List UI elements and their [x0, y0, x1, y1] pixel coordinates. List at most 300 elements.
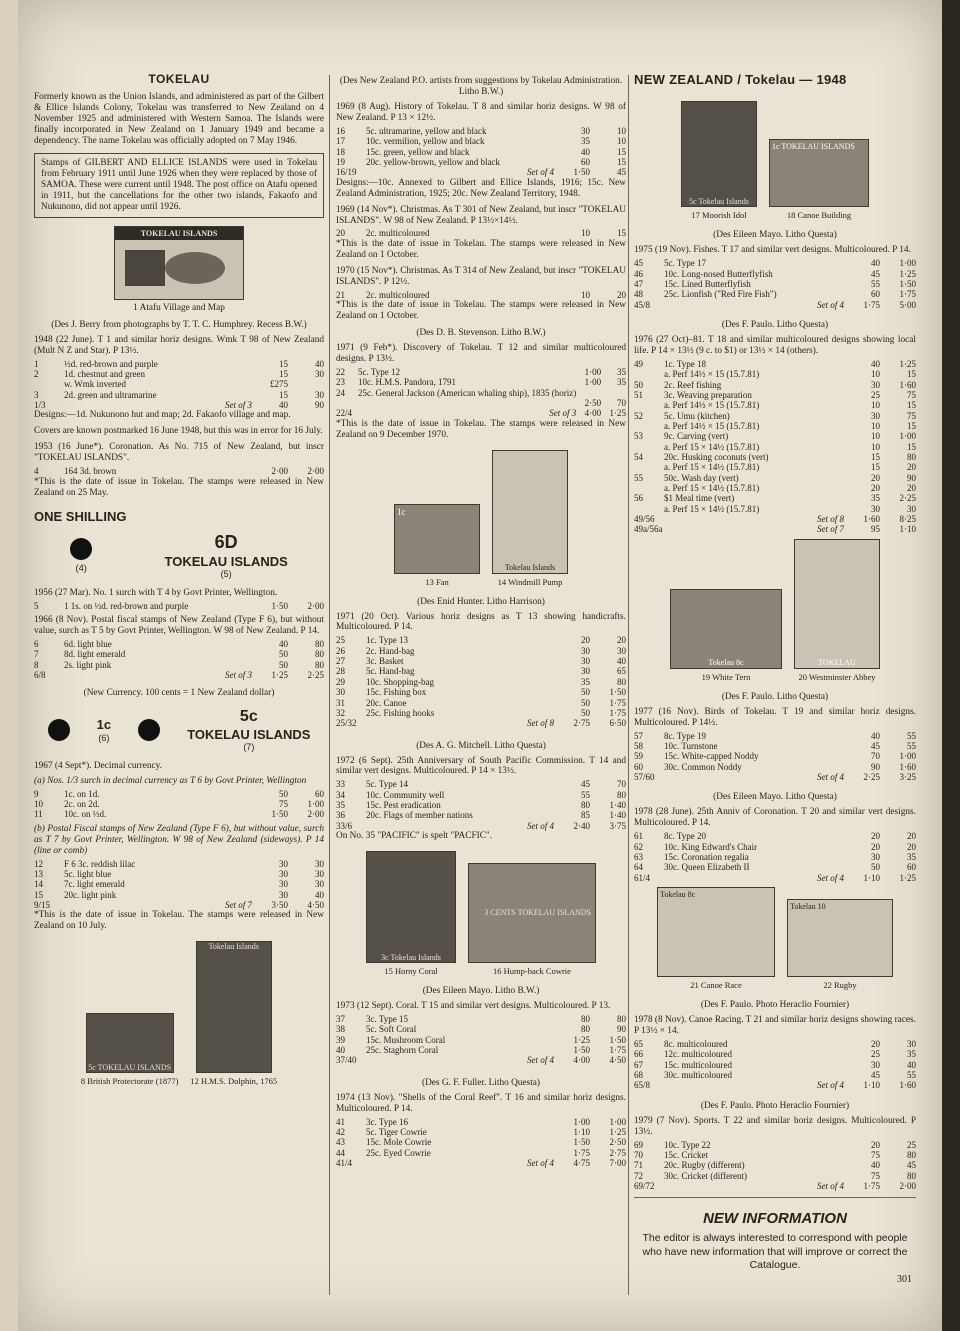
table-cell: 22 [336, 366, 345, 377]
table-cell: 55 [581, 789, 590, 800]
new-information-text: The editor is always interested to correspond with people who have new information that will improve or correct the Catalogue. [642, 1231, 908, 1272]
table-cell: 10 [617, 125, 626, 136]
table-cell: 50 [634, 379, 643, 390]
page-number: 301 [897, 1274, 912, 1285]
table-cell: 5c. Type 12 [358, 366, 400, 377]
table-cell: 3 [34, 389, 39, 400]
table-cell: 20c. Canoe [366, 697, 407, 708]
table-row [634, 483, 916, 493]
table-row [634, 1181, 916, 1191]
table-cell: 15c. Pest eradication [366, 800, 441, 811]
table-row [336, 1158, 626, 1168]
table-cell: 45 [871, 268, 880, 279]
table-cell: 1·50 [899, 278, 916, 289]
table-cell: 30 [336, 687, 345, 698]
table-cell: 53 [634, 431, 643, 442]
table-row [634, 473, 916, 483]
table-cell: a. Perf 15 × 14½ (15.7.81) [664, 483, 760, 494]
table-cell: 1·25 [899, 358, 916, 369]
table-row [336, 1035, 626, 1045]
table-cell: 20 [871, 831, 880, 842]
table-cell: 15 [907, 420, 916, 431]
stamp-label: Tokelau 8c [708, 658, 744, 668]
table-cell: 49 [634, 358, 643, 369]
table-cell: 3c. Basket [366, 656, 404, 667]
table-cell: 4·50 [609, 1055, 626, 1066]
stamp-image [769, 139, 869, 207]
table-cell: 44 [336, 1147, 345, 1158]
table-cell: 2·25 [863, 772, 880, 783]
issue-intro: 1978 (8 Nov). Canoe Racing. T 21 and similar horiz designs showing races. P 13½ × 14. [634, 1015, 916, 1036]
stamp-caption: 20 Westminster Abbey [798, 671, 876, 682]
table-cell: 45 [617, 167, 626, 178]
table-cell: Set of 4 [817, 299, 844, 310]
stamp-caption: 22 Rugby [823, 980, 857, 991]
table-cell: 5c. Umu (kitchen) [664, 410, 730, 421]
table-cell: 80 [907, 452, 916, 462]
table-row [336, 398, 626, 408]
issue-note: *This is the date of issue in Tokelau. The stamps were released in New Zealand on 1 October. [336, 300, 626, 321]
table-cell: 2c. Hand-bag [366, 645, 415, 656]
table-row [336, 810, 626, 820]
table-row [634, 842, 916, 852]
table-cell: 3·75 [609, 820, 626, 831]
stamp-label: Tokelau 8c [660, 890, 696, 900]
table-cell: 35 [336, 800, 345, 811]
column-rule [329, 75, 330, 1295]
table-cell: 30 [315, 868, 324, 879]
issue-table [634, 359, 916, 535]
table-cell: a. Perf 14½ × 15 (15.7.81) [664, 420, 760, 431]
table-cell: 8c. multicoloured [664, 1038, 728, 1049]
table-cell: 2·00 [307, 809, 324, 820]
table-cell: 3c. Weaving preparation [664, 389, 752, 400]
table-cell: 40 [315, 889, 324, 900]
table-cell [634, 369, 664, 379]
stamp-caption: 21 Canoe Race [690, 980, 742, 991]
table-cell: 30 [279, 868, 288, 879]
stamp-image [114, 226, 244, 300]
issue-note: Designs:—1d. Nukunono hut and map; 2d. Fakaofo village and map. [34, 410, 291, 421]
stamp-1 [34, 226, 324, 314]
table-cell: 30c. multicoloured [664, 1069, 732, 1080]
table-cell: 40 [617, 656, 626, 667]
issue-intro: 1969 (8 Aug). History of Tokelau. T 8 and similar horiz designs. W 98 of New Zealand. P 13 × 12½. [336, 101, 626, 123]
table-cell: 4·00 [584, 408, 602, 419]
table-cell: 62 [634, 841, 643, 852]
table-cell: 15c. Lined Butterflyfish [664, 278, 751, 289]
table-cell: 80 [315, 659, 324, 670]
column-middle [336, 70, 626, 1168]
table-cell: 40 [907, 1059, 916, 1070]
table-cell: 1 [34, 358, 39, 369]
table-cell: 5c. Type 14 [366, 779, 408, 790]
table-cell: 65/8 [634, 1080, 651, 1091]
table-cell: 80 [315, 649, 324, 660]
table-cell: 2d. green and ultramarine [64, 389, 157, 400]
table-row [336, 1117, 626, 1127]
table-cell: 20c. Husking coconuts (vert) [664, 452, 769, 462]
map-icon [115, 240, 243, 296]
issue-table [336, 228, 626, 238]
table-cell: 30 [581, 125, 590, 136]
table-row [634, 493, 916, 503]
table-row [634, 731, 916, 741]
table-cell: 1·50 [573, 167, 590, 178]
table-cell: Set of 4 [817, 772, 844, 783]
table-row [34, 879, 324, 889]
table-cell: 5·00 [899, 299, 916, 310]
column-left [34, 70, 324, 1090]
surcharge-block-1 [34, 532, 324, 580]
table-cell: 2c. Reef fishing [664, 379, 722, 390]
table-cell: 40 [279, 638, 288, 649]
table-cell: 1·10 [899, 524, 916, 535]
issue-note: On No. 35 "PACIFIC" is spelt "PACFIC". [336, 831, 493, 842]
table-cell: 21 [336, 289, 345, 300]
table-cell: 1 1s. on ½d. red-brown and purple [64, 600, 189, 611]
table-row [634, 390, 916, 400]
table-cell: 64 [634, 862, 643, 873]
table-cell: 54 [634, 452, 643, 462]
table-cell: 15 [907, 400, 916, 411]
table-row [634, 462, 916, 472]
stamp-label: 1c TOKELAU ISLANDS [772, 142, 855, 152]
table-cell: 1·25 [271, 670, 288, 680]
table-row [634, 289, 916, 299]
table-cell: 1·10 [863, 872, 880, 883]
table-cell: 10 [581, 289, 590, 300]
table-cell: 1·00 [899, 751, 916, 762]
table-cell: 35 [907, 1049, 916, 1060]
stamp-12 [190, 941, 277, 1086]
stamp-label: 1c [397, 506, 406, 517]
table-cell: 40 [336, 1045, 345, 1056]
table-cell: £275 [270, 379, 288, 390]
stamp-8 [81, 1013, 179, 1086]
table-cell: 1·10 [573, 1127, 590, 1138]
table-cell: 15 [617, 146, 626, 157]
new-information-title: NEW INFORMATION [703, 1210, 847, 1228]
table-cell: Set of 4 [817, 872, 844, 883]
table-cell: 2·75 [609, 1147, 626, 1158]
table-cell: 7 [34, 649, 39, 660]
table-cell [288, 379, 324, 389]
table-cell: Set of 4 [527, 1055, 554, 1066]
design-credit: (Des Eileen Mayo. Litho Questa) [713, 792, 837, 803]
stamp-label: 5c TOKELAU ISLANDS [88, 1062, 172, 1072]
design-credit: (Des Eileen Mayo. Litho B.W.) [422, 986, 540, 997]
table-cell: 10 [871, 420, 880, 431]
table-row [336, 147, 626, 157]
table-cell: 30 [871, 410, 880, 421]
table-cell: 33/6 [336, 820, 353, 831]
section-title: TOKELAU [148, 72, 210, 86]
design-credit: (Des Enid Hunter. Litho Harrison) [417, 596, 545, 607]
table-row [336, 1014, 626, 1024]
table-cell: 26 [336, 645, 345, 656]
table-row [336, 1148, 626, 1158]
issue-intro: 1973 (12 Sept). Coral. T 15 and similar vert designs. Multicoloured. P 13. [336, 1001, 611, 1012]
stamp-14 [492, 450, 568, 587]
table-cell: 6·50 [609, 718, 626, 729]
table-cell: 20 [617, 635, 626, 646]
stamp-22 [787, 899, 893, 990]
table-cell: 30 [617, 645, 626, 656]
table-cell: 30 [871, 851, 880, 862]
table-cell: 25c. Lionfish ("Red Fire Fish") [664, 289, 777, 300]
currency-note: (New Currency. 100 cents = 1 New Zealand dollar) [83, 688, 275, 699]
table-cell: 35 [871, 493, 880, 504]
issue-table [336, 1014, 626, 1066]
table-row [634, 452, 916, 462]
table-cell: 15 [279, 389, 288, 400]
table-cell: 18 [336, 146, 345, 157]
table-cell: $1 Meal time (vert) [664, 493, 735, 504]
table-cell: 15 [907, 369, 916, 380]
table-row [336, 290, 626, 300]
table-cell: 1·25 [573, 1034, 590, 1045]
table-cell: 5c. light blue [64, 868, 112, 879]
issue-table [336, 779, 626, 831]
table-row [336, 718, 626, 728]
table-cell: 30 [581, 666, 590, 677]
table-cell: 9c. Carving (vert) [664, 431, 729, 442]
stamp-label: Tokelau 10 [790, 902, 826, 912]
stamp-caption: 15 Horny Coral [384, 966, 438, 977]
table-cell: 1·40 [609, 810, 626, 821]
issue-table [336, 126, 626, 178]
dot-icon [138, 719, 160, 741]
issue-subheading: (b) Postal Fiscal stamps of New Zealand (Type F 6), but without value, surch as T 7 by Govt Printer, Wellington. W 98 of New Zealand (sideways). P 14 (line or comb) [34, 823, 324, 856]
table-cell: 37/40 [336, 1055, 357, 1066]
left-page-edge [0, 0, 18, 1331]
table-cell: 90 [871, 761, 880, 772]
table-row [634, 524, 916, 534]
table-row [336, 1045, 626, 1055]
table-cell: 1·50 [609, 687, 626, 698]
table-cell: 66 [634, 1049, 643, 1060]
table-cell: 25 [871, 389, 880, 400]
table-cell: 6/8 [34, 670, 46, 680]
dot-icon [48, 719, 70, 741]
stamp-label: 5c Tokelau Islands [689, 196, 749, 206]
table-row [34, 400, 324, 410]
table-cell: 75 [871, 1170, 880, 1181]
table-row [34, 799, 324, 809]
table-row [634, 279, 916, 289]
table-row [336, 677, 626, 687]
table-cell: 55 [907, 1069, 916, 1080]
table-cell: 1·25 [899, 872, 916, 883]
table-cell: 1·75 [899, 289, 916, 300]
table-cell: 35 [581, 136, 590, 147]
table-cell: 41/4 [336, 1158, 353, 1169]
table-row [634, 1039, 916, 1049]
table-cell: 1·75 [609, 697, 626, 708]
table-cell: 2·40 [573, 820, 590, 831]
table-cell: F 6 3c. reddish lilac [64, 858, 136, 869]
table-cell [634, 421, 664, 431]
table-cell: 1·00 [307, 798, 324, 809]
surcharge-block-2 [34, 707, 324, 752]
table-cell: 15c. Mole Cowrie [366, 1137, 432, 1148]
table-row [634, 380, 916, 390]
table-cell: 1c. on 1d. [64, 788, 100, 799]
table-cell: 2c. on 2d. [64, 798, 100, 809]
table-cell: 45/8 [634, 299, 651, 310]
table-cell: a. Perf 14½ × 15 (15.7.81) [664, 369, 760, 380]
table-cell: 15c. multicoloured [664, 1059, 732, 1070]
table-cell: a. Perf 15 × 14½ (15.7.81) [664, 503, 760, 514]
table-cell: 30c. Common Noddy [664, 761, 742, 772]
table-cell: ½d. red-brown and purple [64, 358, 158, 369]
table-row [34, 379, 324, 389]
table-cell: 30 [907, 503, 916, 514]
table-cell: 67 [634, 1059, 643, 1070]
table-row [634, 751, 916, 761]
table-cell: 7·00 [609, 1158, 626, 1169]
stamp-16 [468, 863, 596, 976]
table-row [336, 790, 626, 800]
issue-table [336, 635, 626, 728]
table-row [34, 649, 324, 659]
table-cell: 25c. Staghorn Coral [366, 1045, 439, 1056]
table-cell: 56 [634, 493, 643, 504]
table-cell: 10 [871, 369, 880, 380]
stamp-caption: 13 Fan [425, 576, 449, 587]
column-right [634, 70, 916, 1273]
table-cell: 90 [617, 1024, 626, 1035]
table-cell: 6 [34, 638, 39, 649]
stamp-caption: 14 Windmill Pump [497, 576, 563, 587]
table-cell: 5 [34, 600, 39, 611]
table-cell: 20 [907, 831, 916, 842]
table-cell: 25 [907, 1139, 916, 1150]
stamp-label: TOKELAU [818, 658, 856, 668]
issue-subheading: (a) Nos. 1/3 surch in decimal currency as T 6 by Govt Printer, Wellington [34, 775, 307, 786]
table-cell: 10c. Type 22 [664, 1139, 711, 1150]
table-cell: 50 [581, 697, 590, 708]
table-cell: 1·50 [573, 1137, 590, 1148]
table-cell: 36 [336, 810, 345, 821]
issue-table [34, 639, 324, 680]
table-cell: 4·00 [573, 1055, 590, 1066]
stamp-image [196, 941, 272, 1073]
table-cell: 60 [907, 862, 916, 873]
table-row [336, 646, 626, 656]
table-row [634, 258, 916, 268]
table-row [336, 377, 626, 387]
table-row [336, 698, 626, 708]
issue-table [336, 367, 626, 419]
table-cell: 30 [315, 389, 324, 400]
table-cell: 60 [634, 761, 643, 772]
table-cell: 70 [634, 1149, 643, 1160]
table-cell: 4·50 [307, 899, 324, 910]
table-cell: 57/60 [634, 772, 655, 783]
catalogue-page [18, 0, 942, 1331]
table-cell: 63 [634, 851, 643, 862]
table-row [34, 390, 324, 400]
table-cell: 52 [634, 410, 643, 421]
table-cell: Set of 4 [817, 1080, 844, 1091]
issue-table [34, 466, 324, 476]
table-cell: 12c. multicoloured [664, 1049, 732, 1060]
table-cell: 28 [336, 666, 345, 677]
table-cell: 25 [871, 1049, 880, 1060]
issue-note: *This is the date of issue in Tokelau. The stamps were released in New Zealand on 25 May. [34, 476, 324, 498]
column-rule [628, 75, 629, 1295]
table-cell [634, 483, 664, 493]
table-cell: 8c. Type 20 [664, 831, 706, 842]
issue-table [34, 859, 324, 911]
table-cell: 10 [871, 400, 880, 411]
info-box [34, 153, 324, 218]
table-cell: 90 [907, 472, 916, 483]
table-cell: a. Perf 14½ × 15 (15.7.81) [664, 400, 760, 411]
table-row [34, 789, 324, 799]
stamp-image [366, 851, 456, 963]
stamp-caption: 16 Hump-back Cowrie [493, 966, 571, 977]
table-cell: 50 [279, 649, 288, 660]
issue-intro: 1979 (7 Nov). Sports. T 22 and similar horiz designs. Multicoloured. P 13½. [634, 1115, 916, 1137]
table-cell: 45 [871, 741, 880, 752]
issue-note: Covers are known postmarked 16 June 1948, but this was in error for 16 July. [34, 426, 323, 437]
table-cell: 2c. multicoloured [366, 228, 430, 239]
issue-note: Designs:—10c. Annexed to Gilbert and Ellice Islands, 1916; 15c. New Zealand Administration, 1925; 20c. New Zealand Territory, 1948. [336, 177, 626, 199]
design-credit: (Des J. Berry from photographs by T. T. C. Humphrey. Recess B.W.) [51, 319, 307, 330]
table-row [34, 670, 324, 680]
table-cell: 15c. green, yellow and black [366, 146, 470, 157]
table-cell: 20 [336, 228, 345, 239]
table-cell: 40 [871, 358, 880, 369]
table-row [634, 831, 916, 841]
table-cell: 20 [907, 841, 916, 852]
table-cell: 55 [907, 730, 916, 741]
table-cell: 95 [871, 524, 880, 535]
table-cell: 60 [871, 289, 880, 300]
stamp-row [34, 937, 324, 1090]
table-cell: 30 [279, 879, 288, 890]
table-row [336, 408, 626, 418]
stamp-19 [670, 589, 782, 682]
table-row [34, 359, 324, 369]
table-cell: 15c. Coronation regalia [664, 851, 749, 862]
table-cell: 47 [634, 278, 643, 289]
table-cell: 10 [617, 136, 626, 147]
table-cell: 45 [581, 779, 590, 790]
stamp-row [336, 847, 626, 980]
table-row [336, 126, 626, 136]
table-cell: 10c. Community well [366, 789, 445, 800]
table-cell [358, 398, 576, 408]
table-cell: 33 [336, 779, 345, 790]
table-cell: 45 [634, 258, 643, 269]
table-cell: 3c. Type 16 [366, 1116, 408, 1127]
stamp-image [492, 450, 568, 574]
surcharge-caption: (7) [243, 742, 255, 753]
table-cell: 75 [907, 389, 916, 400]
table-row [336, 1127, 626, 1137]
table-cell [634, 442, 664, 452]
surcharge-caption: (6) [98, 732, 110, 743]
table-cell: 20c. light pink [64, 889, 117, 900]
table-row [34, 660, 324, 670]
table-cell: 10c. on ½d. [64, 809, 107, 820]
table-cell: 35 [617, 377, 626, 388]
table-row [634, 431, 916, 441]
